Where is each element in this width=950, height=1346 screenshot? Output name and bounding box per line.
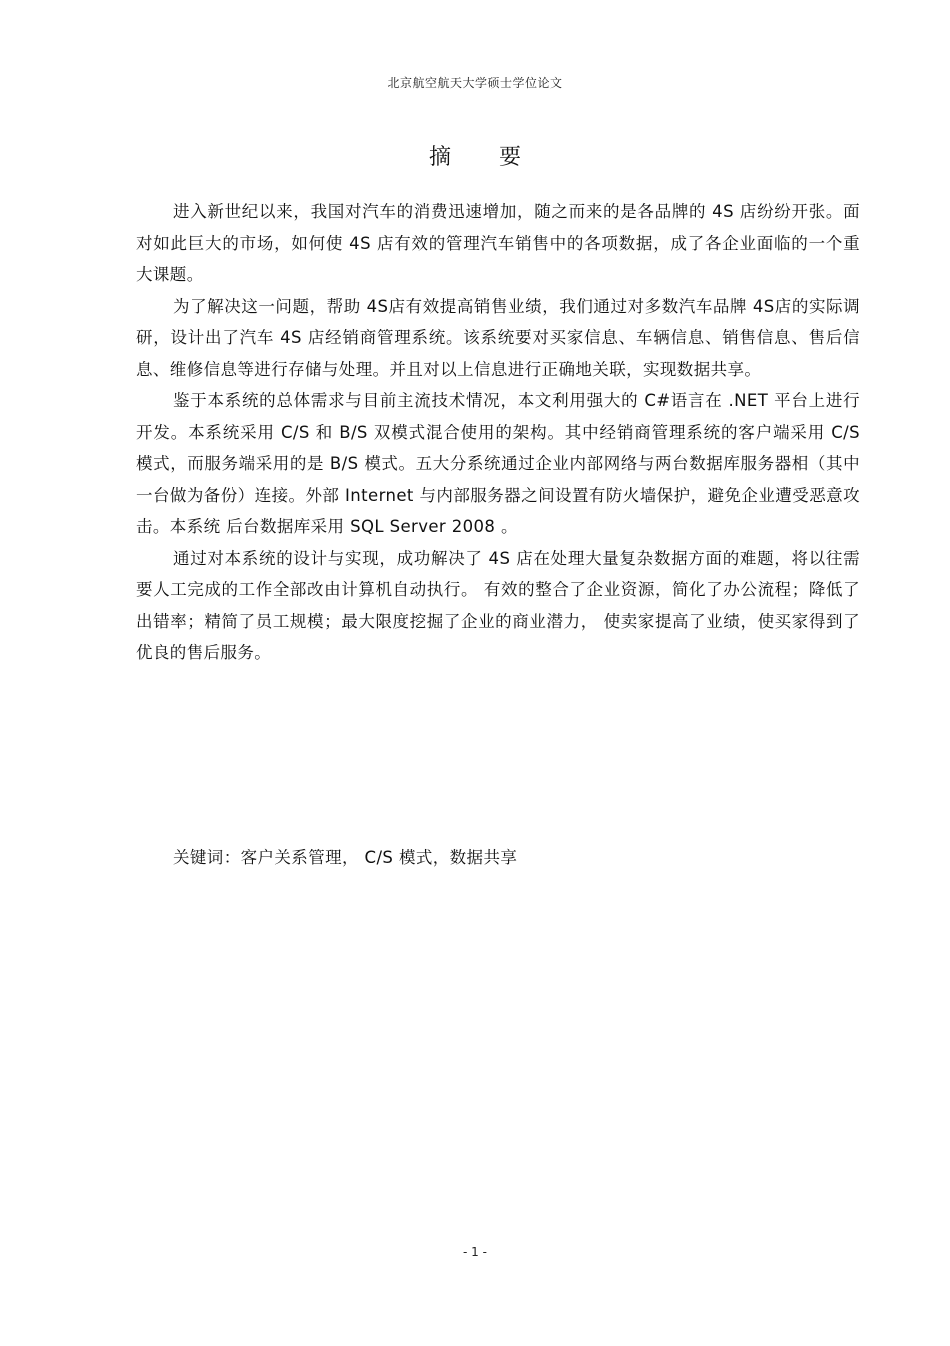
running-header: 北京航空航天大学硕士学位论文	[387, 76, 563, 90]
abstract-paragraph-3: 鉴于本系统的总体需求与目前主流技术情况，本文利用强大的 C#语言在 .NET 平台上进行开发。本系统采用 C/S 和 B/S 双模式混合使用的架构。其中经销商管理系统的客户端采用 C/S 模式，而服务端采用的是 B/S 模式。五大分系统通过企业内部网络与两台数据库服务器相（其中一台做为备份）连接。外部 Internet 与内部服务器之间设置有防火墙保护，避免企业遭受恶意攻击。本系统 后台数据库采用 SQL Server 2008 。	[136, 391, 860, 536]
page-title: 摘要	[428, 145, 569, 170]
abstract-paragraph-4: 通过对本系统的设计与实现，成功解决了 4S 店在处理大量复杂数据方面的难题，将以往需要人工完成的工作全部改由计算机自动执行。 有效的整合了企业资源，简化了办公流程；降低了出错率；精简了员工规模；最大限度挖掘了企业的商业潜力， 使卖家提高了业绩，使买家得到了优良的售后服务。	[136, 548, 860, 662]
abstract-body	[136, 196, 860, 669]
page-number: - 1 -	[463, 1245, 487, 1259]
abstract-paragraph-1: 进入新世纪以来，我国对汽车的消费迅速增加，随之而来的是各品牌的 4S 店纷纷开张。面对如此巨大的市场，如何使 4S 店有效的管理汽车销售中的各项数据，成了各企业面临的一个重大课题。	[136, 202, 860, 284]
abstract-paragraph-2: 为了解决这一问题，帮助 4S店有效提高销售业绩，我们通过对多数汽车品牌 4S店的实际调研，设计出了汽车 4S 店经销商管理系统。该系统要对买家信息、车辆信息、销售信息、售后信息、维修信息等进行存储与处理。并且对以上信息进行正确地关联，实现数据共享。	[136, 296, 860, 379]
keywords-line: 关键词：客户关系管理， C/S 模式，数据共享	[173, 848, 518, 867]
